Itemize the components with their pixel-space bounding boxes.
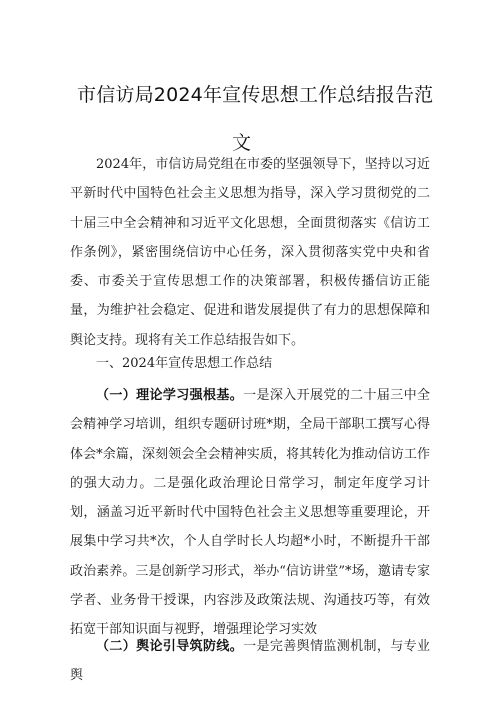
document-title-continued: 文	[232, 132, 252, 154]
subsection-2-body: 一是完善舆情监测机制，与专业舆	[70, 639, 430, 684]
subsection-1-heading: （一）理论学习强根基。	[96, 388, 244, 403]
document-title: 市信访局2024年宣传思想工作总结报告范	[77, 84, 434, 106]
subsection-1-paragraph	[70, 381, 430, 645]
subsection-2-paragraph	[70, 632, 430, 691]
subsection-2-heading: （二）舆论引导筑防线。	[96, 639, 244, 654]
subsection-1-body: 一是深入开展党的二十届三中全会精神学习培训，组织专题研讨班*期，全局干部职工撰写心得体会*余篇，深刻领会全会精神实质，将其转化为推动信访工作的强大动力。二是强化政治理论日常学习，制定年度学习计划，涵盖习近平新时代中国特色社会主义思想等重要理论，开展集中学习共*次，个人自学时长人均超*小时，不断提升干部政治素养。三是创新学习形式，举办“信访讲堂”*场，邀请专家学者、业务骨干授课，内容涉及政策法规、沟通技巧等，有效拓宽干部知识面与视野，增强理论学习实效	[70, 388, 430, 638]
section-heading: 一、2024年宣传思想工作总结	[96, 356, 273, 371]
intro-paragraph: 2024年，市信访局党组在市委的坚强领导下，坚持以习近平新时代中国特色社会主义思想为指导，深入学习贯彻党的二十届三中全会精神和习近平文化思想，全面贯彻落实《信访工作条例》，紧密围绕信访中心任务，深入贯彻落实党中央和省委、市委关于宣传思想工作的决策部署，积极传播信访正能量，为维护社会稳定、促进和谐发展提供了有力的思想保障和舆论支持。现将有关工作总结报告如下。	[70, 157, 430, 348]
